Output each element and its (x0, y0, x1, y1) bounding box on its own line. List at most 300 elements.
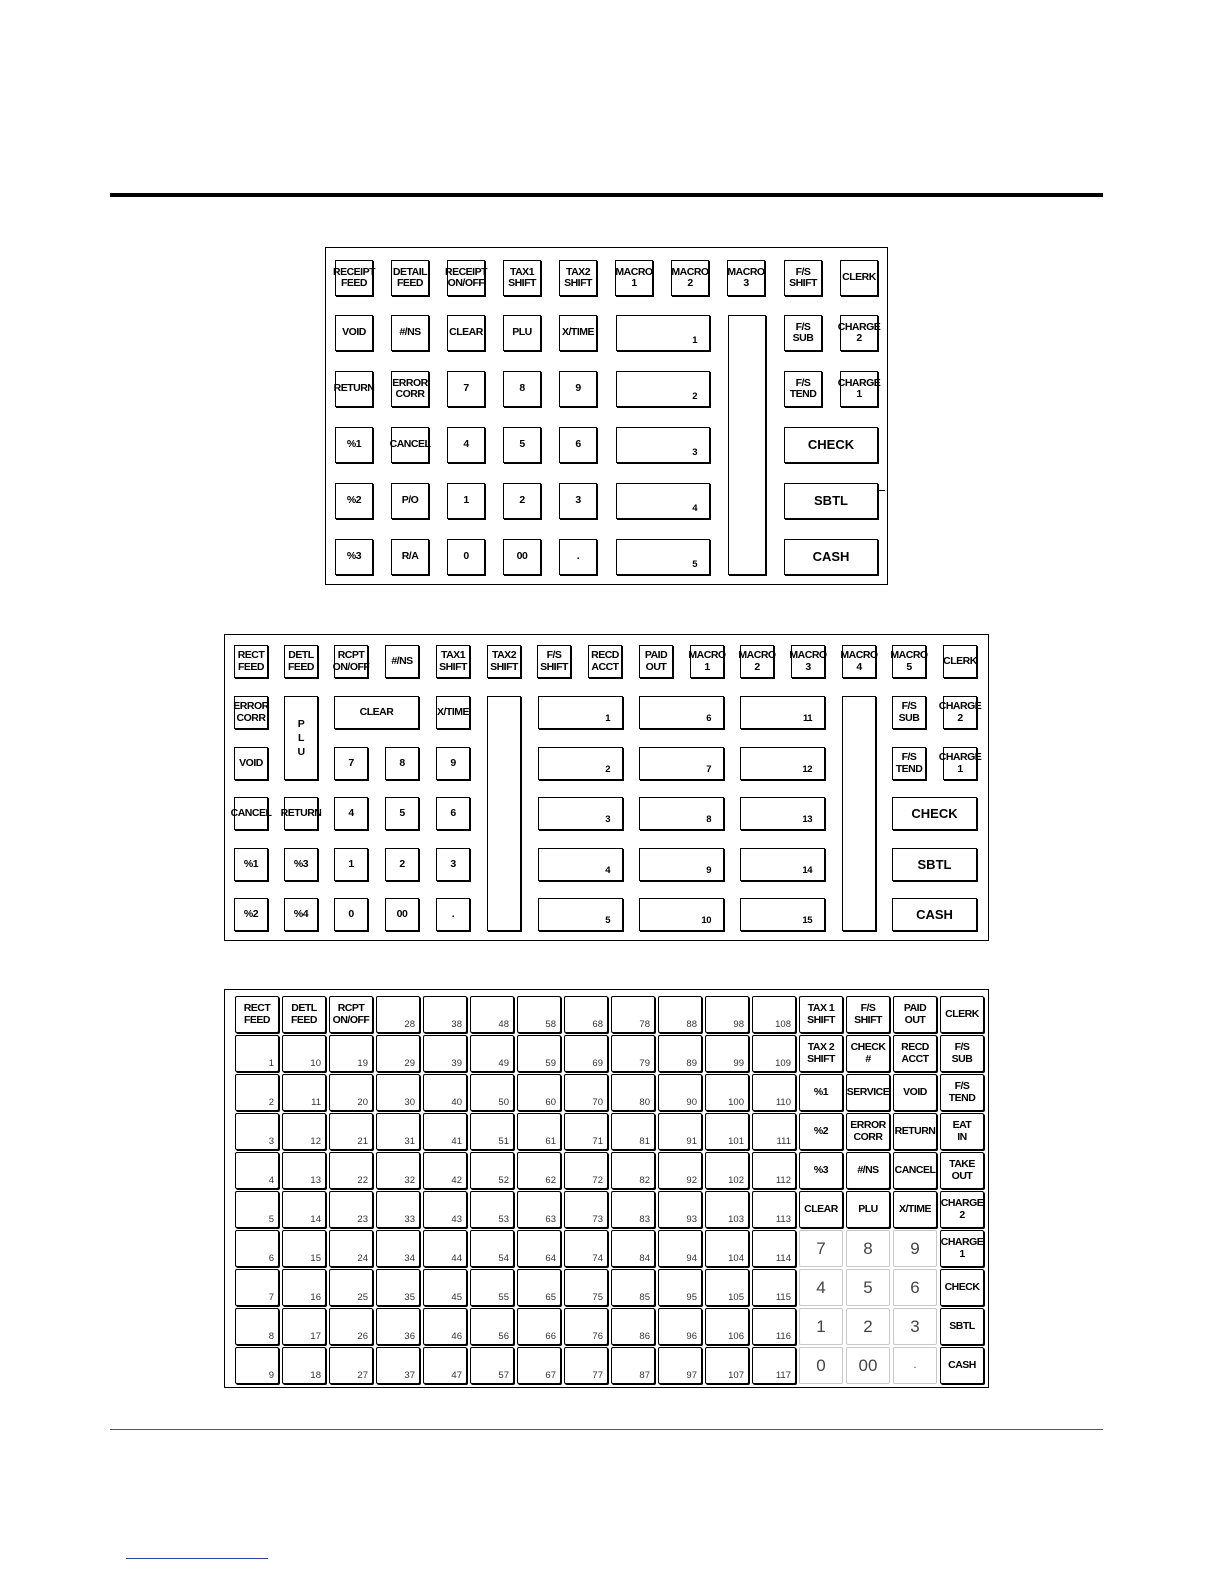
kb3-preset-key-117[interactable] (752, 1347, 796, 1384)
kb3-key-1[interactable]: 1 (799, 1308, 843, 1345)
kb3-preset-key-1[interactable] (235, 1035, 279, 1072)
kb3-preset-key-88[interactable] (658, 996, 702, 1033)
kb3-preset-key-96[interactable] (658, 1308, 702, 1345)
kb3-key-6[interactable]: 6 (893, 1269, 937, 1306)
kb1-key-void[interactable]: VOID (335, 315, 373, 351)
preset-number: 92 (686, 1175, 697, 1187)
preset-number: 89 (686, 1058, 697, 1070)
kb2-key-paid-out[interactable]: PAID OUT (639, 645, 673, 678)
kb1-key-6[interactable]: 6 (559, 427, 597, 463)
kb3-preset-key-44[interactable] (423, 1230, 467, 1267)
kb3-key-f-s-shift[interactable]: F/S SHIFT (846, 996, 890, 1033)
preset-number: 31 (404, 1136, 415, 1148)
kb3-preset-key-114[interactable] (752, 1230, 796, 1267)
kb3-preset-key-30[interactable] (376, 1074, 420, 1111)
preset-number: 29 (404, 1058, 415, 1070)
kb3-preset-key-54[interactable] (470, 1230, 514, 1267)
kb2-key-2[interactable]: %2 (234, 898, 268, 931)
kb3-key-eat-in[interactable]: EAT IN (940, 1113, 984, 1150)
kb2-key-0[interactable]: 0 (334, 898, 368, 931)
kb3-key-tax-1-shift[interactable]: TAX 1 SHIFT (799, 996, 843, 1033)
kb3-preset-key-107[interactable] (705, 1347, 749, 1384)
kb2-key-cancel[interactable]: CANCEL (234, 797, 268, 830)
kb3-key-3[interactable]: %3 (799, 1152, 843, 1189)
kb3-key-7[interactable]: 7 (799, 1230, 843, 1267)
kb3-preset-key-79[interactable] (611, 1035, 655, 1072)
preset-number: 24 (357, 1253, 368, 1265)
kb3-key-0[interactable]: 0 (799, 1347, 843, 1384)
preset-number: 111 (776, 1136, 791, 1148)
kb3-preset-key-113[interactable] (752, 1191, 796, 1228)
kb2-key-8[interactable]: 8 (385, 747, 419, 780)
kb3-key-rect-feed[interactable]: RECT FEED (235, 996, 279, 1033)
kb3-preset-key-42[interactable] (423, 1152, 467, 1189)
kb3-preset-key-78[interactable] (611, 996, 655, 1033)
kb1-key-return[interactable]: RETURN (335, 371, 373, 407)
kb3-key-00[interactable]: 00 (846, 1347, 890, 1384)
preset-number: 81 (639, 1136, 650, 1148)
kb1-key-8[interactable]: 8 (503, 371, 541, 407)
kb3-preset-key-40[interactable] (423, 1074, 467, 1111)
kb1-key-receipt-on-off[interactable]: RECEIPT ON/OFF (447, 260, 485, 296)
kb2-key-macro-4[interactable]: MACRO 4 (842, 645, 876, 678)
kb2-preset-key-9[interactable] (639, 848, 724, 881)
kb1-key-1[interactable]: %1 (335, 427, 373, 463)
kb2-preset-key-10[interactable] (639, 898, 724, 931)
kb1-key-ns[interactable]: #/NS (391, 315, 429, 351)
kb3-preset-key-58[interactable] (517, 996, 561, 1033)
preset-number: 15 (310, 1253, 321, 1265)
kb3-preset-key-102[interactable] (705, 1152, 749, 1189)
kb3-key-rcpt-on-off[interactable]: RCPT ON/OFF (329, 996, 373, 1033)
kb1-key-00[interactable]: 00 (503, 539, 541, 575)
kb1-key-f-s-sub[interactable]: F/S SUB (784, 315, 822, 351)
kb2-key-macro-1[interactable]: MACRO 1 (690, 645, 724, 678)
kb3-key-5[interactable]: 5 (846, 1269, 890, 1306)
kb3-key-9[interactable]: 9 (893, 1230, 937, 1267)
kb1-key-detail-feed[interactable]: DETAIL FEED (391, 260, 429, 296)
kb3-key-charge-2[interactable]: CHARGE 2 (940, 1191, 984, 1228)
kb3-preset-key-85[interactable] (611, 1269, 655, 1306)
kb2-blank-key[interactable] (842, 696, 876, 931)
kb3-key-paid-out[interactable]: PAID OUT (893, 996, 937, 1033)
preset-number: 13 (802, 814, 812, 826)
kb3-key-take-out[interactable]: TAKE OUT (940, 1152, 984, 1189)
kb3-preset-key-59[interactable] (517, 1035, 561, 1072)
kb3-preset-key-71[interactable] (564, 1113, 608, 1150)
kb3-preset-key-21[interactable] (329, 1113, 373, 1150)
kb3-key-check[interactable]: CHECK (940, 1269, 984, 1306)
kb2-preset-key-6[interactable] (639, 696, 724, 729)
kb3-preset-key-24[interactable] (329, 1230, 373, 1267)
kb2-key-macro-3[interactable]: MACRO 3 (791, 645, 825, 678)
kb3-preset-key-41[interactable] (423, 1113, 467, 1150)
kb3-preset-key-55[interactable] (470, 1269, 514, 1306)
kb2-key-void[interactable]: VOID (234, 747, 268, 780)
kb3-preset-key-19[interactable] (329, 1035, 373, 1072)
kb3-preset-key-62[interactable] (517, 1152, 561, 1189)
kb3-preset-key-91[interactable] (658, 1113, 702, 1150)
kb3-preset-key-97[interactable] (658, 1347, 702, 1384)
kb3-preset-key-10[interactable] (282, 1035, 326, 1072)
kb3-preset-key-49[interactable] (470, 1035, 514, 1072)
kb3-preset-key-69[interactable] (564, 1035, 608, 1072)
kb3-preset-key-90[interactable] (658, 1074, 702, 1111)
kb1-key-macro-1[interactable]: MACRO 1 (615, 260, 653, 296)
kb2-key-detl-feed[interactable]: DETL FEED (284, 645, 318, 678)
kb3-preset-key-46[interactable] (423, 1308, 467, 1345)
kb1-key-tax2-shift[interactable]: TAX2 SHIFT (559, 260, 597, 296)
kb2-preset-key-2[interactable] (538, 747, 623, 780)
kb3-preset-key-99[interactable] (705, 1035, 749, 1072)
kb3-preset-key-60[interactable] (517, 1074, 561, 1111)
kb3-preset-key-89[interactable] (658, 1035, 702, 1072)
kb3-preset-key-93[interactable] (658, 1191, 702, 1228)
kb2-key-f-s-shift[interactable]: F/S SHIFT (537, 645, 571, 678)
kb3-preset-key-23[interactable] (329, 1191, 373, 1228)
kb2-key-f-s-sub[interactable]: F/S SUB (892, 696, 926, 729)
kb2-preset-key-14[interactable] (740, 848, 825, 881)
kb1-key-cancel[interactable]: CANCEL (391, 427, 429, 463)
kb3-preset-key-82[interactable] (611, 1152, 655, 1189)
preset-number: 48 (498, 1019, 509, 1031)
kb2-key-p-l-u[interactable]: P L U (284, 696, 318, 780)
kb3-preset-key-73[interactable] (564, 1191, 608, 1228)
kb2-key-cash[interactable]: CASH (892, 898, 977, 931)
kb3-preset-key-80[interactable] (611, 1074, 655, 1111)
kb3-preset-key-39[interactable] (423, 1035, 467, 1072)
kb3-key-cancel[interactable]: CANCEL (893, 1152, 937, 1189)
kb2-key-sbtl[interactable]: SBTL (892, 848, 977, 881)
kb3-preset-key-4[interactable] (235, 1152, 279, 1189)
kb1-key-cash[interactable]: CASH (784, 539, 878, 575)
kb1-key-9[interactable]: 9 (559, 371, 597, 407)
kb2-key-rect-feed[interactable]: RECT FEED (234, 645, 268, 678)
kb2-preset-key-5[interactable] (538, 898, 623, 931)
kb3-preset-key-25[interactable] (329, 1269, 373, 1306)
kb3-preset-key-38[interactable] (423, 996, 467, 1033)
kb1-key-r-a[interactable]: R/A (391, 539, 429, 575)
kb3-preset-key-87[interactable] (611, 1347, 655, 1384)
kb3-preset-key-112[interactable] (752, 1152, 796, 1189)
preset-number: 10 (310, 1058, 321, 1070)
kb3-preset-key-9[interactable] (235, 1347, 279, 1384)
kb1-key-0[interactable]: 0 (447, 539, 485, 575)
kb2-preset-key-13[interactable] (740, 797, 825, 830)
preset-number: 40 (451, 1097, 462, 1109)
kb3-preset-key-18[interactable] (282, 1347, 326, 1384)
kb3-preset-key-12[interactable] (282, 1113, 326, 1150)
kb2-key-00[interactable]: 00 (385, 898, 419, 931)
kb3-preset-key-70[interactable] (564, 1074, 608, 1111)
kb3-key-8[interactable]: 8 (846, 1230, 890, 1267)
kb3-preset-key-36[interactable] (376, 1308, 420, 1345)
kb3-preset-key-5[interactable] (235, 1191, 279, 1228)
kb3-preset-key-84[interactable] (611, 1230, 655, 1267)
kb3-preset-key-94[interactable] (658, 1230, 702, 1267)
kb3-key-x-time[interactable]: X/TIME (893, 1191, 937, 1228)
kb1-key-3[interactable]: %3 (335, 539, 373, 575)
kb2-key-error-corr[interactable]: ERROR CORR (234, 696, 268, 729)
preset-number: 71 (592, 1136, 603, 1148)
kb2-key-1[interactable]: %1 (234, 848, 268, 881)
kb2-key-3[interactable]: %3 (284, 848, 318, 881)
kb3-preset-key-86[interactable] (611, 1308, 655, 1345)
kb2-key-f-s-tend[interactable]: F/S TEND (892, 747, 926, 780)
kb3-preset-key-17[interactable] (282, 1308, 326, 1345)
kb3-preset-key-104[interactable] (705, 1230, 749, 1267)
kb3-preset-key-110[interactable] (752, 1074, 796, 1111)
kb3-preset-key-35[interactable] (376, 1269, 420, 1306)
kb3-preset-key-7[interactable] (235, 1269, 279, 1306)
kb2-key-tax1-shift[interactable]: TAX1 SHIFT (436, 645, 470, 678)
kb1-key-4[interactable]: 4 (447, 427, 485, 463)
preset-number: 30 (404, 1097, 415, 1109)
kb1-key-x-time[interactable]: X/TIME (559, 315, 597, 351)
kb2-preset-key-8[interactable] (639, 797, 724, 830)
kb2-key-macro-2[interactable]: MACRO 2 (740, 645, 774, 678)
kb3-preset-key-57[interactable] (470, 1347, 514, 1384)
kb3-key-1[interactable]: %1 (799, 1074, 843, 1111)
kb3-preset-key-66[interactable] (517, 1308, 561, 1345)
kb3-preset-key-106[interactable] (705, 1308, 749, 1345)
kb3-preset-key-115[interactable] (752, 1269, 796, 1306)
kb1-key-receipt-feed[interactable]: RECEIPT FEED (335, 260, 373, 296)
kb3-key-plu[interactable]: PLU (846, 1191, 890, 1228)
kb3-preset-key-45[interactable] (423, 1269, 467, 1306)
preset-number: 88 (686, 1019, 697, 1031)
preset-number: 117 (775, 1370, 791, 1382)
kb2-blank-key[interactable] (487, 696, 521, 931)
kb3-preset-key-50[interactable] (470, 1074, 514, 1111)
kb3-preset-key-14[interactable] (282, 1191, 326, 1228)
kb3-key-4[interactable]: 4 (799, 1269, 843, 1306)
kb3-preset-key-111[interactable] (752, 1113, 796, 1150)
kb3-preset-key-8[interactable] (235, 1308, 279, 1345)
kb3-key-cash[interactable]: CASH (940, 1347, 984, 1384)
kb3-preset-key-61[interactable] (517, 1113, 561, 1150)
kb3-key-3[interactable]: 3 (893, 1308, 937, 1345)
kb1-key-error-corr[interactable]: ERROR CORR (391, 371, 429, 407)
kb3-preset-key-22[interactable] (329, 1152, 373, 1189)
kb1-key-1[interactable]: 1 (447, 483, 485, 519)
kb3-preset-key-74[interactable] (564, 1230, 608, 1267)
kb3-preset-key-43[interactable] (423, 1191, 467, 1228)
kb3-preset-key-34[interactable] (376, 1230, 420, 1267)
kb1-key-macro-3[interactable]: MACRO 3 (727, 260, 765, 296)
kb3-key-detl-feed[interactable]: DETL FEED (282, 996, 326, 1033)
kb3-preset-key-32[interactable] (376, 1152, 420, 1189)
kb3-preset-key-15[interactable] (282, 1230, 326, 1267)
kb3-key-2[interactable]: %2 (799, 1113, 843, 1150)
kb1-key-sbtl[interactable]: SBTL (784, 483, 878, 519)
kb3-preset-key-77[interactable] (564, 1347, 608, 1384)
kb2-key-1[interactable]: 1 (334, 848, 368, 881)
kb3-preset-key-48[interactable] (470, 996, 514, 1033)
kb1-key-key[interactable]: . (559, 539, 597, 575)
kb3-preset-key-76[interactable] (564, 1308, 608, 1345)
kb2-preset-key-3[interactable] (538, 797, 623, 830)
preset-number: 79 (639, 1058, 650, 1070)
kb1-key-2[interactable]: %2 (335, 483, 373, 519)
kb3-key-sbtl[interactable]: SBTL (940, 1308, 984, 1345)
kb3-preset-key-31[interactable] (376, 1113, 420, 1150)
kb3-preset-key-95[interactable] (658, 1269, 702, 1306)
kb1-key-7[interactable]: 7 (447, 371, 485, 407)
kb1-key-f-s-shift[interactable]: F/S SHIFT (784, 260, 822, 296)
kb3-preset-key-20[interactable] (329, 1074, 373, 1111)
preset-number: 55 (498, 1292, 509, 1304)
kb1-blank-key[interactable] (728, 315, 766, 575)
kb1-key-clerk[interactable]: CLERK (840, 260, 878, 296)
kb1-preset-key-3[interactable] (616, 427, 710, 463)
kb3-key-f-s-tend[interactable]: F/S TEND (940, 1074, 984, 1111)
kb1-key-charge-1[interactable]: CHARGE 1 (840, 371, 878, 407)
kb1-preset-key-2[interactable] (616, 371, 710, 407)
kb3-preset-key-68[interactable] (564, 996, 608, 1033)
kb1-key-macro-2[interactable]: MACRO 2 (671, 260, 709, 296)
kb1-preset-key-1[interactable] (616, 315, 710, 351)
kb3-preset-key-37[interactable] (376, 1347, 420, 1384)
kb2-key-x-time[interactable]: X/TIME (436, 696, 470, 729)
kb3-preset-key-92[interactable] (658, 1152, 702, 1189)
kb1-key-5[interactable]: 5 (503, 427, 541, 463)
preset-number: 103 (728, 1214, 744, 1226)
kb2-key-check[interactable]: CHECK (892, 797, 977, 830)
kb3-preset-key-28[interactable] (376, 996, 420, 1033)
kb3-preset-key-11[interactable] (282, 1074, 326, 1111)
kb3-preset-key-100[interactable] (705, 1074, 749, 1111)
kb3-preset-key-6[interactable] (235, 1230, 279, 1267)
kb3-preset-key-75[interactable] (564, 1269, 608, 1306)
kb2-key-ns[interactable]: #/NS (385, 645, 419, 678)
kb3-preset-key-29[interactable] (376, 1035, 420, 1072)
kb1-key-3[interactable]: 3 (559, 483, 597, 519)
kb2-preset-key-12[interactable] (740, 747, 825, 780)
kb2-preset-key-11[interactable] (740, 696, 825, 729)
kb3-key-f-s-sub[interactable]: F/S SUB (940, 1035, 984, 1072)
kb2-key-tax2-shift[interactable]: TAX2 SHIFT (487, 645, 521, 678)
kb1-key-clear[interactable]: CLEAR (447, 315, 485, 351)
kb3-key-error-corr[interactable]: ERROR CORR (846, 1113, 890, 1150)
preset-number: 69 (592, 1058, 603, 1070)
kb2-key-charge-1[interactable]: CHARGE 1 (943, 747, 977, 780)
preset-number: 93 (686, 1214, 697, 1226)
kb2-preset-key-1[interactable] (538, 696, 623, 729)
kb3-key-2[interactable]: 2 (846, 1308, 890, 1345)
preset-number: 115 (775, 1292, 791, 1304)
preset-number: 44 (451, 1253, 462, 1265)
preset-number: 110 (775, 1097, 791, 1109)
kb2-key-rcpt-on-off[interactable]: RCPT ON/OFF (334, 645, 368, 678)
kb3-preset-key-72[interactable] (564, 1152, 608, 1189)
kb1-key-f-s-tend[interactable]: F/S TEND (784, 371, 822, 407)
kb2-key-recd-acct[interactable]: RECD ACCT (588, 645, 622, 678)
kb3-key-service[interactable]: SERVICE (846, 1074, 890, 1111)
kb3-preset-key-56[interactable] (470, 1308, 514, 1345)
kb3-key-check[interactable]: CHECK # (846, 1035, 890, 1072)
kb3-preset-key-27[interactable] (329, 1347, 373, 1384)
kb3-preset-key-2[interactable] (235, 1074, 279, 1111)
kb2-key-key[interactable]: . (436, 898, 470, 931)
kb3-key-ns[interactable]: #/NS (846, 1152, 890, 1189)
kb2-key-charge-2[interactable]: CHARGE 2 (943, 696, 977, 729)
kb3-preset-key-116[interactable] (752, 1308, 796, 1345)
kb3-preset-key-105[interactable] (705, 1269, 749, 1306)
kb1-key-tax1-shift[interactable]: TAX1 SHIFT (503, 260, 541, 296)
kb3-key-void[interactable]: VOID (893, 1074, 937, 1111)
kb2-key-macro-5[interactable]: MACRO 5 (892, 645, 926, 678)
kb3-key-key[interactable]: . (893, 1347, 937, 1384)
kb2-preset-key-15[interactable] (740, 898, 825, 931)
kb1-key-charge-2[interactable]: CHARGE 2 (840, 315, 878, 351)
kb3-key-clerk[interactable]: CLERK (940, 996, 984, 1033)
kb2-key-clerk[interactable]: CLERK (943, 645, 977, 678)
kb2-key-4[interactable]: 4 (334, 797, 368, 830)
kb3-preset-key-53[interactable] (470, 1191, 514, 1228)
kb1-key-2[interactable]: 2 (503, 483, 541, 519)
kb3-preset-key-98[interactable] (705, 996, 749, 1033)
kb3-preset-key-65[interactable] (517, 1269, 561, 1306)
preset-number: 72 (592, 1175, 603, 1187)
kb2-key-4[interactable]: %4 (284, 898, 318, 931)
preset-number: 1 (692, 335, 697, 347)
kb3-key-recd-acct[interactable]: RECD ACCT (893, 1035, 937, 1072)
kb3-preset-key-103[interactable] (705, 1191, 749, 1228)
kb1-key-p-o[interactable]: P/O (391, 483, 429, 519)
preset-number: 82 (639, 1175, 650, 1187)
kb3-key-tax-2-shift[interactable]: TAX 2 SHIFT (799, 1035, 843, 1072)
kb3-preset-key-101[interactable] (705, 1113, 749, 1150)
kb3-preset-key-16[interactable] (282, 1269, 326, 1306)
kb1-key-check[interactable]: CHECK (784, 427, 878, 463)
kb2-key-5[interactable]: 5 (385, 797, 419, 830)
kb3-preset-key-108[interactable] (752, 996, 796, 1033)
kb3-preset-key-67[interactable] (517, 1347, 561, 1384)
preset-number: 2 (605, 764, 610, 776)
kb2-key-2[interactable]: 2 (385, 848, 419, 881)
kb3-preset-key-109[interactable] (752, 1035, 796, 1072)
preset-number: 3 (692, 447, 697, 459)
kb2-key-9[interactable]: 9 (436, 747, 470, 780)
preset-number: 61 (545, 1136, 556, 1148)
kb3-preset-key-64[interactable] (517, 1230, 561, 1267)
kb3-preset-key-52[interactable] (470, 1152, 514, 1189)
kb3-preset-key-83[interactable] (611, 1191, 655, 1228)
kb1-preset-key-4[interactable] (616, 483, 710, 519)
kb3-preset-key-26[interactable] (329, 1308, 373, 1345)
kb2-preset-key-4[interactable] (538, 848, 623, 881)
kb3-key-charge-1[interactable]: CHARGE 1 (940, 1230, 984, 1267)
kb3-preset-key-51[interactable] (470, 1113, 514, 1150)
kb3-preset-key-47[interactable] (423, 1347, 467, 1384)
kb3-preset-key-3[interactable] (235, 1113, 279, 1150)
kb1-preset-key-5[interactable] (616, 539, 710, 575)
kb2-preset-key-7[interactable] (639, 747, 724, 780)
kb2-key-6[interactable]: 6 (436, 797, 470, 830)
kb2-key-clear[interactable]: CLEAR (334, 696, 419, 729)
kb2-key-3[interactable]: 3 (436, 848, 470, 881)
kb2-key-7[interactable]: 7 (334, 747, 368, 780)
kb3-key-clear[interactable]: CLEAR (799, 1191, 843, 1228)
kb3-preset-key-33[interactable] (376, 1191, 420, 1228)
kb3-key-return[interactable]: RETURN (893, 1113, 937, 1150)
kb3-preset-key-13[interactable] (282, 1152, 326, 1189)
kb2-key-return[interactable]: RETURN (284, 797, 318, 830)
kb1-key-plu[interactable]: PLU (503, 315, 541, 351)
kb3-preset-key-63[interactable] (517, 1191, 561, 1228)
kb3-preset-key-81[interactable] (611, 1113, 655, 1150)
